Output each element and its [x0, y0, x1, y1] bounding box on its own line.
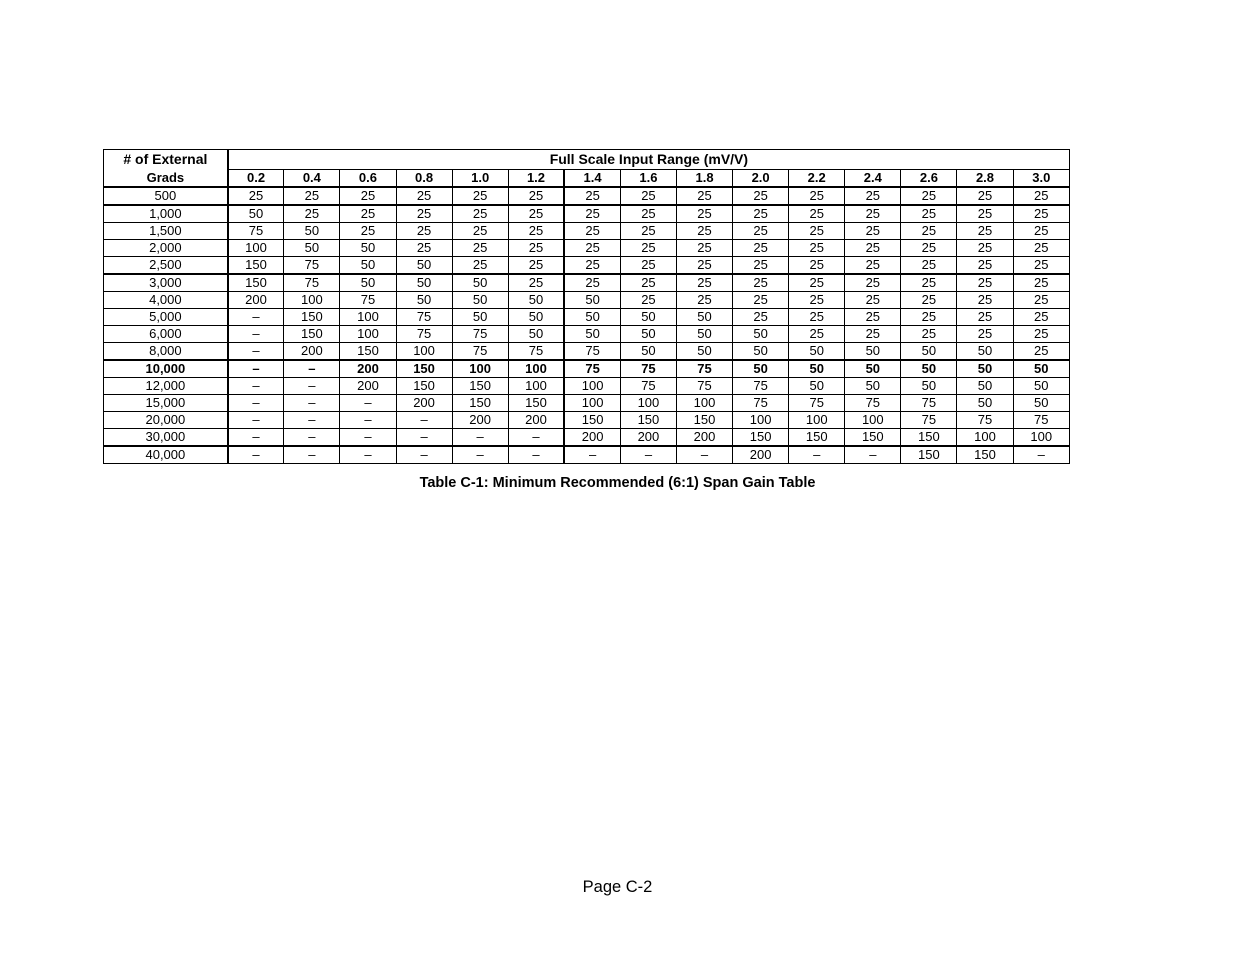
gain-cell: 100	[564, 378, 620, 395]
gain-cell: 25	[1013, 205, 1069, 223]
gain-cell: 150	[845, 429, 901, 447]
gain-cell: 25	[508, 223, 564, 240]
table-row	[104, 378, 1070, 395]
gain-cell: 200	[564, 429, 620, 447]
gain-cell: 75	[1013, 412, 1069, 429]
gain-cell: 50	[1013, 360, 1069, 378]
column-header: 2.2	[789, 170, 845, 188]
gain-cell: 50	[676, 326, 732, 343]
gain-cell: 100	[508, 360, 564, 378]
gain-cell: 50	[957, 360, 1013, 378]
gain-cell: 75	[396, 309, 452, 326]
gain-cell: 75	[284, 257, 340, 275]
column-header: 2.8	[957, 170, 1013, 188]
gain-cell: 25	[901, 274, 957, 292]
gain-cell: 25	[620, 292, 676, 309]
table-row	[104, 309, 1070, 326]
table-row	[104, 360, 1070, 378]
grads-subheader: Grads	[104, 170, 228, 188]
gain-cell: 150	[620, 412, 676, 429]
gain-cell: 50	[564, 326, 620, 343]
gain-cell: 50	[901, 343, 957, 361]
gain-cell: –	[284, 429, 340, 447]
span-gain-table	[103, 149, 1070, 464]
table-row	[104, 343, 1070, 361]
gain-cell: 25	[676, 223, 732, 240]
gain-cell: 25	[564, 187, 620, 205]
gain-cell: 50	[620, 326, 676, 343]
gain-cell: 25	[1013, 309, 1069, 326]
table-caption: Table C-1: Minimum Recommended (6:1) Span Gain Table	[419, 475, 816, 491]
grads-cell: 2,500	[104, 257, 228, 275]
gain-cell: 25	[789, 326, 845, 343]
table-row	[104, 240, 1070, 257]
grads-cell: 20,000	[104, 412, 228, 429]
gain-cell: 50	[396, 257, 452, 275]
gain-cell: 25	[733, 187, 789, 205]
gain-cell: 25	[676, 187, 732, 205]
gain-cell: 75	[396, 326, 452, 343]
gain-cell: 25	[396, 223, 452, 240]
gain-cell: 75	[508, 343, 564, 361]
gain-cell: 25	[676, 240, 732, 257]
gain-cell: 150	[228, 274, 284, 292]
gain-cell: 100	[789, 412, 845, 429]
column-header: 2.0	[733, 170, 789, 188]
gain-cell: 25	[564, 223, 620, 240]
gain-cell: –	[1013, 446, 1069, 464]
gain-cell: 25	[957, 309, 1013, 326]
gain-cell: 100	[452, 360, 508, 378]
gain-cell: 50	[452, 274, 508, 292]
column-header: 2.4	[845, 170, 901, 188]
gain-cell: 25	[340, 187, 396, 205]
gain-cell: 25	[733, 257, 789, 275]
gain-cell: 100	[620, 395, 676, 412]
gain-cell: 25	[901, 205, 957, 223]
gain-cell: 50	[1013, 395, 1069, 412]
gain-cell: 150	[957, 446, 1013, 464]
grads-cell: 10,000	[104, 360, 228, 378]
gain-cell: 150	[452, 395, 508, 412]
gain-cell: 25	[957, 292, 1013, 309]
gain-cell: 25	[452, 205, 508, 223]
table-row	[104, 395, 1070, 412]
gain-cell: 50	[620, 309, 676, 326]
table-row	[104, 274, 1070, 292]
gain-cell: 75	[957, 412, 1013, 429]
gain-cell: –	[284, 378, 340, 395]
gain-cell: –	[340, 412, 396, 429]
gain-cell: –	[228, 429, 284, 447]
gain-cell: 100	[396, 343, 452, 361]
gain-cell: 100	[733, 412, 789, 429]
gain-cell: 75	[620, 360, 676, 378]
gain-cell: 200	[340, 378, 396, 395]
gain-cell: 25	[508, 187, 564, 205]
gain-cell: –	[228, 395, 284, 412]
gain-cell: 25	[340, 205, 396, 223]
grads-cell: 500	[104, 187, 228, 205]
gain-cell: 150	[901, 446, 957, 464]
gain-cell: 25	[733, 292, 789, 309]
table-row	[104, 326, 1070, 343]
gain-cell: –	[676, 446, 732, 464]
gain-cell: 200	[228, 292, 284, 309]
gain-cell: 25	[733, 309, 789, 326]
gain-cell: –	[228, 412, 284, 429]
gain-cell: 25	[845, 205, 901, 223]
gain-cell: 150	[228, 257, 284, 275]
gain-cell: 25	[620, 187, 676, 205]
grads-header: # of External	[104, 150, 228, 170]
gain-cell: 25	[1013, 292, 1069, 309]
gain-cell: –	[228, 326, 284, 343]
gain-cell: 50	[957, 343, 1013, 361]
gain-cell: 50	[676, 343, 732, 361]
gain-cell: 50	[284, 223, 340, 240]
gain-cell: 25	[1013, 240, 1069, 257]
gain-cell: 25	[845, 257, 901, 275]
gain-cell: 50	[508, 309, 564, 326]
gain-cell: 75	[901, 395, 957, 412]
column-header: 0.6	[340, 170, 396, 188]
gain-cell: 50	[957, 395, 1013, 412]
gain-cell: –	[396, 412, 452, 429]
gain-cell: 200	[340, 360, 396, 378]
gain-cell: 25	[564, 240, 620, 257]
gain-cell: 25	[564, 257, 620, 275]
gain-cell: –	[228, 309, 284, 326]
gain-cell: 200	[508, 412, 564, 429]
grads-cell: 8,000	[104, 343, 228, 361]
gain-cell: 25	[845, 274, 901, 292]
gain-cell: 25	[789, 257, 845, 275]
gain-cell: 50	[340, 274, 396, 292]
gain-cell: 25	[845, 187, 901, 205]
gain-cell: 25	[284, 187, 340, 205]
gain-cell: 25	[901, 187, 957, 205]
gain-cell: 25	[845, 240, 901, 257]
gain-cell: 75	[284, 274, 340, 292]
gain-cell: –	[508, 429, 564, 447]
gain-cell: 75	[228, 223, 284, 240]
gain-cell: 150	[508, 395, 564, 412]
gain-cell: 25	[789, 223, 845, 240]
gain-cell: 50	[845, 360, 901, 378]
gain-cell: 25	[452, 240, 508, 257]
table-row	[104, 187, 1070, 205]
gain-cell: 25	[789, 187, 845, 205]
gain-cell: 25	[901, 223, 957, 240]
gain-cell: –	[396, 429, 452, 447]
gain-cell: 100	[676, 395, 732, 412]
gain-cell: 50	[452, 309, 508, 326]
gain-cell: 25	[508, 257, 564, 275]
gain-cell: 25	[957, 205, 1013, 223]
gain-cell: 100	[340, 309, 396, 326]
gain-cell: 25	[620, 240, 676, 257]
gain-cell: 50	[564, 292, 620, 309]
gain-cell: 25	[901, 309, 957, 326]
gain-cell: 25	[508, 205, 564, 223]
gain-cell: 50	[620, 343, 676, 361]
gain-cell: 50	[733, 326, 789, 343]
grads-cell: 3,000	[104, 274, 228, 292]
gain-cell: 25	[452, 223, 508, 240]
gain-cell: 50	[733, 360, 789, 378]
gain-cell: 50	[228, 205, 284, 223]
table-row	[104, 205, 1070, 223]
grads-cell: 1,000	[104, 205, 228, 223]
gain-cell: –	[284, 360, 340, 378]
table-row	[104, 446, 1070, 464]
gain-cell: 150	[284, 326, 340, 343]
gain-cell: 50	[284, 240, 340, 257]
grads-cell: 30,000	[104, 429, 228, 447]
gain-cell: 50	[789, 343, 845, 361]
gain-cell: 25	[1013, 257, 1069, 275]
gain-cell: 50	[789, 360, 845, 378]
gain-cell: –	[228, 378, 284, 395]
gain-cell: –	[340, 429, 396, 447]
gain-cell: 25	[845, 309, 901, 326]
gain-cell: 25	[396, 187, 452, 205]
gain-cell: 25	[620, 257, 676, 275]
gain-cell: 50	[508, 326, 564, 343]
gain-cell: –	[789, 446, 845, 464]
gain-cell: 150	[396, 360, 452, 378]
gain-cell: 25	[676, 205, 732, 223]
column-header: 1.2	[508, 170, 564, 188]
gain-cell: 150	[564, 412, 620, 429]
gain-cell: 25	[957, 326, 1013, 343]
gain-cell: –	[564, 446, 620, 464]
gain-cell: 150	[452, 378, 508, 395]
gain-cell: 25	[340, 223, 396, 240]
gain-cell: 25	[845, 223, 901, 240]
column-header: 1.8	[676, 170, 732, 188]
gain-cell: 25	[1013, 187, 1069, 205]
gain-cell: 25	[733, 205, 789, 223]
gain-cell: 75	[564, 343, 620, 361]
gain-cell: 75	[564, 360, 620, 378]
gain-cell: 25	[284, 205, 340, 223]
grads-cell: 6,000	[104, 326, 228, 343]
gain-cell: 50	[901, 360, 957, 378]
gain-cell: –	[452, 429, 508, 447]
gain-cell: 50	[845, 343, 901, 361]
column-header: 1.6	[620, 170, 676, 188]
gain-cell: 50	[676, 309, 732, 326]
column-header: 3.0	[1013, 170, 1069, 188]
gain-cell: 200	[284, 343, 340, 361]
column-header: 1.0	[452, 170, 508, 188]
range-header: Full Scale Input Range (mV/V)	[228, 150, 1070, 170]
gain-cell: 25	[957, 240, 1013, 257]
gain-cell: 25	[620, 223, 676, 240]
gain-cell: 25	[1013, 274, 1069, 292]
column-header: 1.4	[564, 170, 620, 188]
gain-cell: 25	[452, 257, 508, 275]
gain-cell: 25	[957, 274, 1013, 292]
gain-cell: –	[228, 360, 284, 378]
gain-cell: 75	[733, 378, 789, 395]
gain-cell: 50	[845, 378, 901, 395]
gain-cell: 100	[957, 429, 1013, 447]
gain-cell: 100	[845, 412, 901, 429]
gain-cell: 75	[845, 395, 901, 412]
table-row	[104, 223, 1070, 240]
table-row	[104, 429, 1070, 447]
gain-cell: 50	[396, 274, 452, 292]
table-header-row	[104, 150, 1070, 170]
gain-cell: 25	[957, 223, 1013, 240]
gain-cell: 25	[396, 240, 452, 257]
gain-cell: –	[452, 446, 508, 464]
page-number: Page C-2	[582, 878, 653, 896]
gain-cell: 150	[789, 429, 845, 447]
gain-cell: 75	[733, 395, 789, 412]
column-header: 0.2	[228, 170, 284, 188]
gain-cell: –	[284, 412, 340, 429]
gain-cell: 200	[733, 446, 789, 464]
gain-cell: 100	[284, 292, 340, 309]
gain-cell: 150	[284, 309, 340, 326]
gain-cell: 25	[620, 274, 676, 292]
gain-cell: –	[228, 446, 284, 464]
gain-cell: 200	[676, 429, 732, 447]
gain-cell: 25	[957, 257, 1013, 275]
table-row	[104, 412, 1070, 429]
gain-cell: 150	[733, 429, 789, 447]
gain-cell: 100	[228, 240, 284, 257]
gain-cell: –	[340, 446, 396, 464]
gain-cell: 100	[1013, 429, 1069, 447]
gain-cell: –	[340, 395, 396, 412]
gain-cell: 25	[901, 326, 957, 343]
gain-cell: 25	[789, 292, 845, 309]
gain-cell: 25	[620, 205, 676, 223]
gain-cell: 25	[564, 205, 620, 223]
gain-cell: –	[284, 395, 340, 412]
gain-cell: 50	[564, 309, 620, 326]
grads-cell: 4,000	[104, 292, 228, 309]
gain-cell: 75	[340, 292, 396, 309]
gain-cell: –	[228, 343, 284, 361]
column-header: 2.6	[901, 170, 957, 188]
gain-cell: 50	[396, 292, 452, 309]
gain-cell: 25	[676, 292, 732, 309]
gain-cell: 25	[733, 240, 789, 257]
grads-cell: 2,000	[104, 240, 228, 257]
gain-cell: 25	[845, 326, 901, 343]
gain-cell: 25	[901, 240, 957, 257]
gain-cell: 150	[340, 343, 396, 361]
gain-cell: 25	[957, 187, 1013, 205]
gain-cell: 50	[340, 257, 396, 275]
gain-cell: 25	[789, 240, 845, 257]
gain-cell: –	[396, 446, 452, 464]
gain-cell: 200	[620, 429, 676, 447]
gain-cell: 75	[789, 395, 845, 412]
gain-cell: 25	[733, 223, 789, 240]
gain-cell: 100	[340, 326, 396, 343]
gain-cell: 25	[676, 274, 732, 292]
gain-cell: 25	[1013, 343, 1069, 361]
column-header: 0.8	[396, 170, 452, 188]
gain-cell: 75	[620, 378, 676, 395]
gain-cell: 50	[733, 343, 789, 361]
column-header: 0.4	[284, 170, 340, 188]
gain-cell: 150	[901, 429, 957, 447]
gain-cell: 25	[676, 257, 732, 275]
gain-cell: –	[508, 446, 564, 464]
gain-cell: 200	[452, 412, 508, 429]
gain-cell: 25	[396, 205, 452, 223]
gain-cell: 25	[789, 205, 845, 223]
gain-cell: 25	[564, 274, 620, 292]
gain-cell: 50	[901, 378, 957, 395]
gain-cell: 200	[396, 395, 452, 412]
grads-cell: 40,000	[104, 446, 228, 464]
gain-cell: 75	[452, 326, 508, 343]
gain-cell: 50	[452, 292, 508, 309]
column-header-row	[104, 170, 1070, 188]
gain-cell: 150	[676, 412, 732, 429]
gain-cell: 25	[228, 187, 284, 205]
grads-cell: 5,000	[104, 309, 228, 326]
gain-cell: 25	[1013, 223, 1069, 240]
gain-cell: –	[845, 446, 901, 464]
gain-cell: 50	[957, 378, 1013, 395]
grads-cell: 12,000	[104, 378, 228, 395]
gain-cell: 25	[845, 292, 901, 309]
gain-cell: 25	[1013, 326, 1069, 343]
gain-cell: 25	[901, 292, 957, 309]
gain-cell: –	[284, 446, 340, 464]
gain-cell: 25	[508, 274, 564, 292]
gain-cell: 25	[452, 187, 508, 205]
gain-cell: 25	[901, 257, 957, 275]
gain-cell: 50	[789, 378, 845, 395]
gain-cell: 25	[733, 274, 789, 292]
gain-cell: 150	[396, 378, 452, 395]
gain-cell: 75	[676, 360, 732, 378]
gain-cell: 25	[789, 274, 845, 292]
gain-cell: 100	[564, 395, 620, 412]
gain-cell: –	[620, 446, 676, 464]
gain-cell: 75	[676, 378, 732, 395]
table-row	[104, 257, 1070, 275]
gain-cell: 75	[901, 412, 957, 429]
gain-cell: 50	[1013, 378, 1069, 395]
grads-cell: 1,500	[104, 223, 228, 240]
gain-cell: 25	[508, 240, 564, 257]
gain-cell: 50	[340, 240, 396, 257]
table-row	[104, 292, 1070, 309]
gain-cell: 25	[789, 309, 845, 326]
gain-cell: 50	[508, 292, 564, 309]
gain-cell: 100	[508, 378, 564, 395]
grads-cell: 15,000	[104, 395, 228, 412]
gain-cell: 75	[452, 343, 508, 361]
